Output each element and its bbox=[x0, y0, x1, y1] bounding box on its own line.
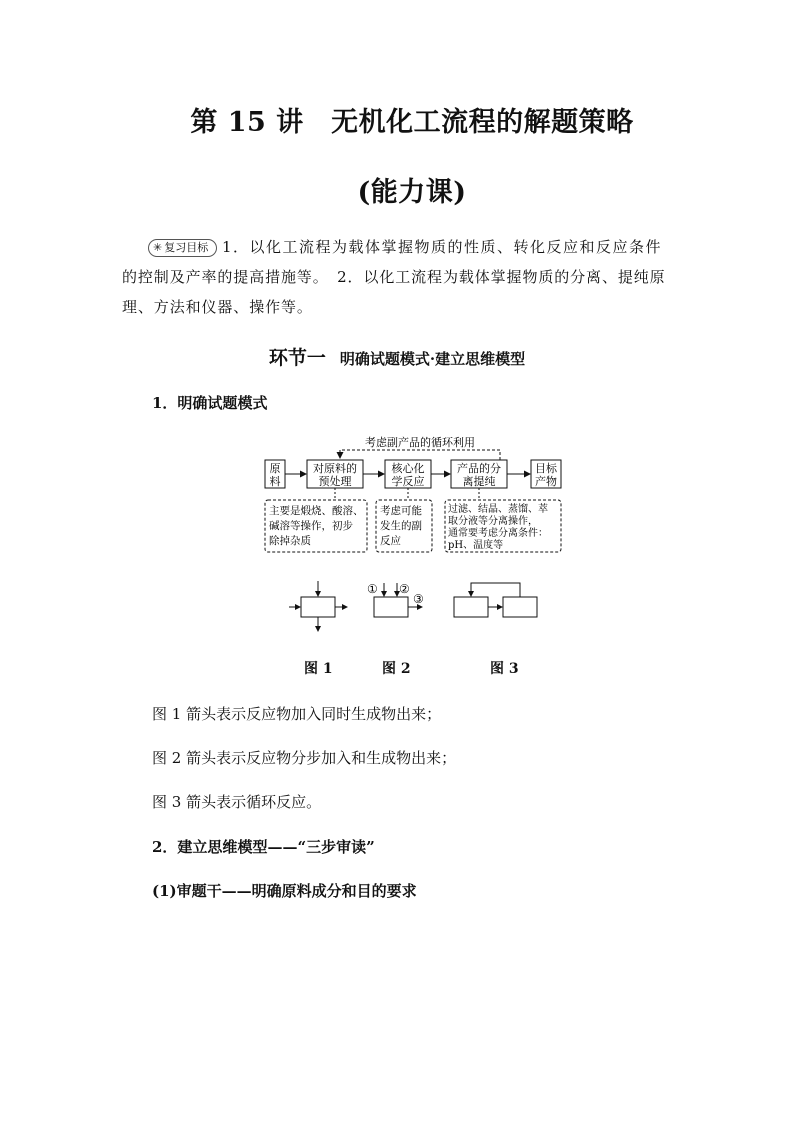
fig2-mark-2: ② bbox=[399, 582, 410, 596]
fig2-label: 图 2 bbox=[382, 661, 411, 677]
box-pre-text-2: 预处理 bbox=[318, 475, 352, 488]
flow-diagram bbox=[255, 430, 575, 560]
note3-line3: 通常要考虑分离条件： bbox=[448, 528, 548, 539]
review-goals bbox=[122, 232, 682, 322]
note1-line2: 碱溶等操作，初步 bbox=[269, 520, 353, 532]
note3-line4: pH、温度等 bbox=[448, 540, 504, 551]
note1-line3: 除掉杂质 bbox=[269, 535, 311, 547]
page-title: 第 15 讲 无机化工流程的解题策略 bbox=[190, 107, 634, 138]
box-core-text-1: 核心化 bbox=[391, 462, 425, 475]
fig1-label: 图 1 bbox=[304, 661, 333, 677]
fig2-mark-3: ③ bbox=[413, 592, 424, 606]
note3-line1: 过滤、结晶、蒸馏、萃 bbox=[448, 504, 548, 515]
fig2-mark-1: ① bbox=[367, 582, 378, 596]
subheading-2: 2．建立思维模型——“三步审读” bbox=[152, 838, 375, 856]
box-pre-text-1: 对原料的 bbox=[313, 462, 357, 475]
box-target-text-1: 目标 bbox=[535, 462, 557, 475]
recycle-loop bbox=[340, 450, 500, 460]
goals-line-1: 1．以化工流程为载体掌握物质的性质、转化反应和反应条件 bbox=[222, 238, 663, 256]
section-heading bbox=[0, 343, 794, 370]
fig3-label: 图 3 bbox=[490, 661, 519, 677]
reaction-figures bbox=[285, 577, 545, 635]
loop-label: 考虑副产品的循环利用 bbox=[365, 436, 475, 449]
box-raw-text-1: 原 bbox=[269, 462, 281, 475]
box-target-text-2: 产物 bbox=[535, 475, 557, 488]
section-heading-prefix: 环节一 bbox=[268, 347, 326, 369]
note1-line1: 主要是煅烧、酸溶、 bbox=[269, 505, 364, 517]
note2-line2: 发生的副 bbox=[380, 520, 422, 532]
explanation-1: 图 1 箭头表示反应物加入同时生成物出来； bbox=[152, 705, 442, 723]
sun-icon: ✳ bbox=[153, 241, 163, 254]
goals-line-3: 理、方法和仪器、操作等。 bbox=[122, 298, 313, 316]
goals-line-2: 的控制及产率的提高措施等。 2．以化工流程为载体掌握物质的分离、提纯原 bbox=[122, 268, 666, 286]
box-sep-text-2: 离提纯 bbox=[462, 475, 496, 488]
note2-line3: 反应 bbox=[380, 535, 401, 547]
explanation-2: 图 2 箭头表示反应物分步加入和生成物出来； bbox=[152, 749, 457, 767]
page-subtitle: (能力课) bbox=[357, 177, 467, 208]
subheading-1: 1．明确试题模式 bbox=[152, 394, 268, 412]
note2-line1: 考虑可能 bbox=[380, 505, 422, 517]
figure-1 bbox=[289, 581, 347, 631]
note3-line2: 取分液等分离操作， bbox=[448, 516, 538, 527]
goals-badge-label: 复习目标 bbox=[164, 241, 209, 254]
explanation-3: 图 3 箭头表示循环反应。 bbox=[152, 793, 322, 811]
box-core-text-2: 学反应 bbox=[391, 475, 425, 488]
subheading-2-1: (1)审题干——明确原料成分和目的要求 bbox=[152, 882, 417, 900]
goals-badge bbox=[148, 239, 217, 257]
box-raw-text-2: 料 bbox=[269, 475, 281, 488]
figure-3 bbox=[454, 583, 537, 617]
box-sep-text-1: 产品的分 bbox=[457, 462, 501, 475]
section-heading-text: 明确试题模式·建立思维模型 bbox=[339, 350, 526, 368]
